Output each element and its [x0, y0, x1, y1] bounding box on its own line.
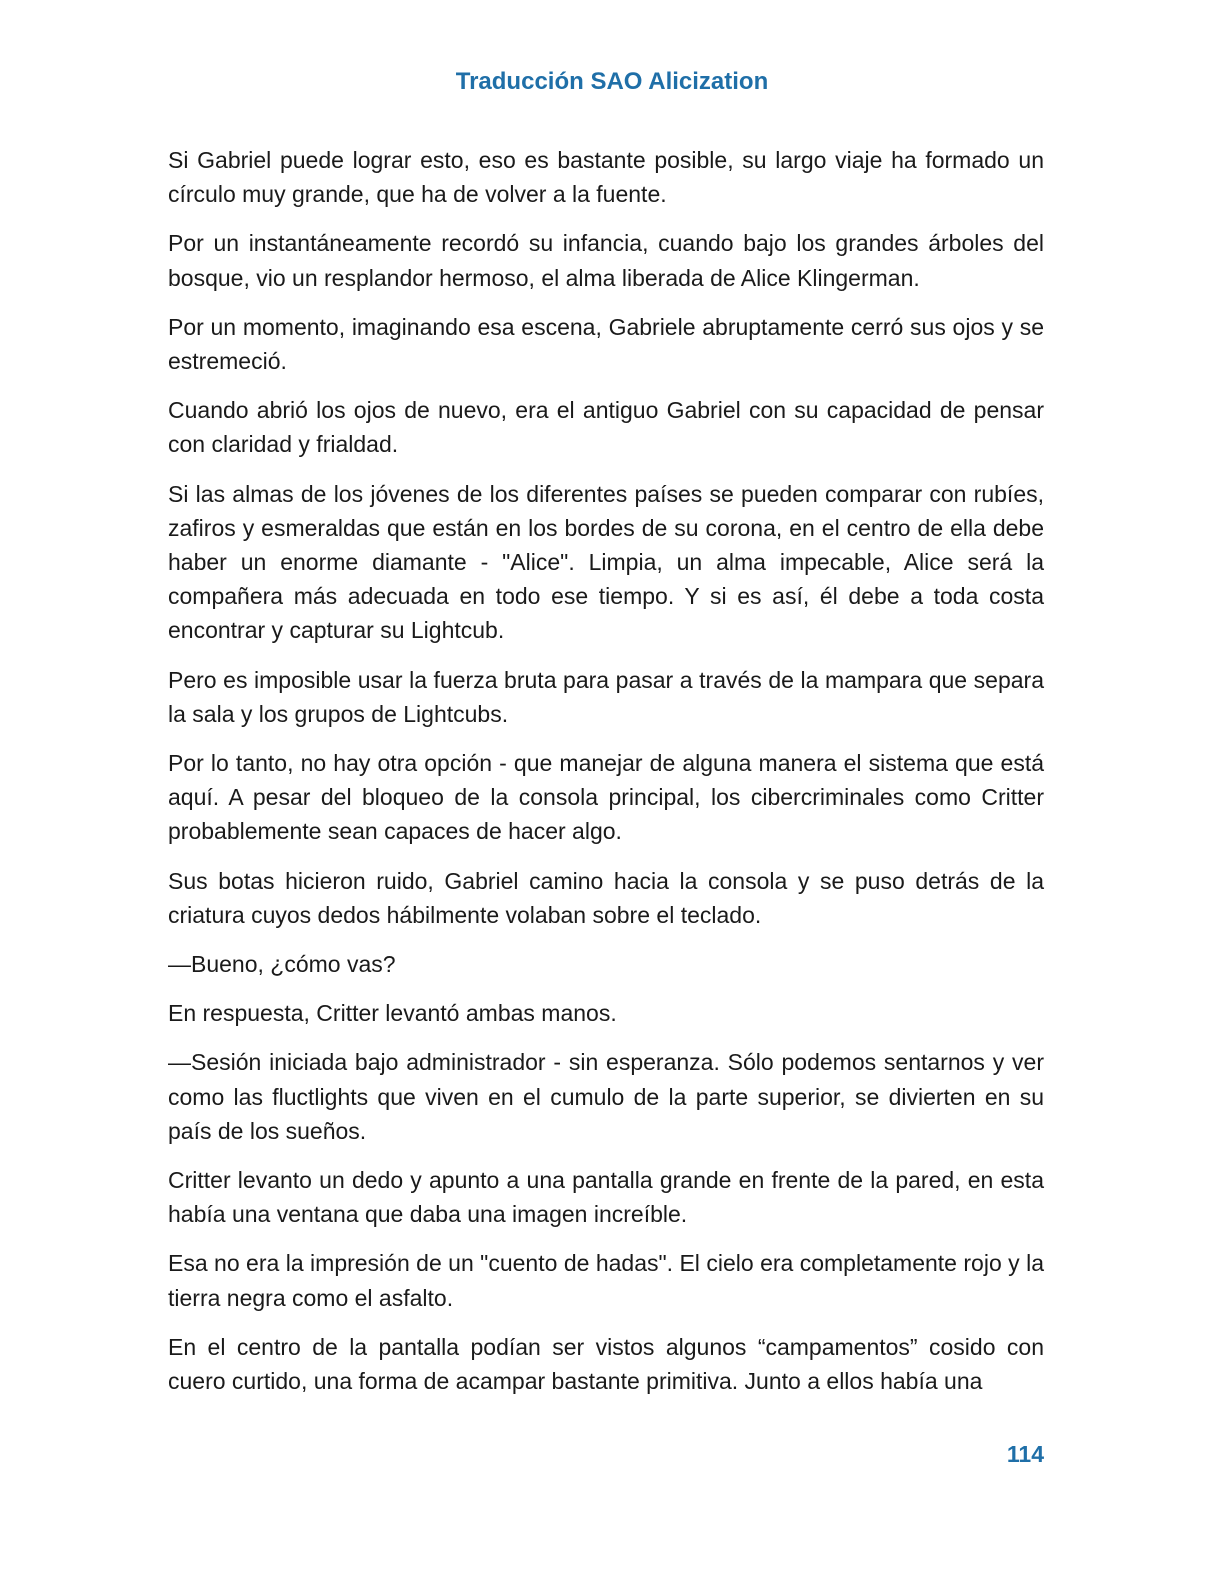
paragraph: Si las almas de los jóvenes de los diferentes países se pueden comparar con rubíes, zafiros y esmeraldas que están en los bordes de su corona, en el centro de ella debe haber un enorme diamante - "Alice". Limpia, un alma impecable, Alice será la compañera más adecuada en todo ese tiempo. Y si es así, él debe a toda costa encontrar y capturar su Lightcub. — [168, 480, 1044, 644]
page-body — [168, 143, 1044, 1413]
dialogue-line: —Sesión iniciada bajo administrador - sin esperanza. Sólo podemos sentarnos y ver como las fluctlights que viven en el cumulo de la parte superior, se divierten en su país de los sueños. — [168, 1049, 1044, 1144]
paragraph: Sus botas hicieron ruido, Gabriel camino hacia la consola y se puso detrás de la criatura cuyos dedos hábilmente volaban sobre el teclado. — [168, 867, 1044, 928]
paragraph: En el centro de la pantalla podían ser vistos algunos “campamentos” cosido con cuero curtido, una forma de acampar bastante primitiva. Junto a ellos había una — [168, 1333, 1044, 1395]
paragraph: Si Gabriel puede lograr esto, eso es bastante posible, su largo viaje ha formado un círculo muy grande, que ha de volver a la fuente. — [168, 147, 1044, 208]
paragraph: Critter levanto un dedo y apunto a una pantalla grande en frente de la pared, en esta había una ventana que daba una imagen increíble. — [168, 1167, 1044, 1228]
paragraph: Por un instantáneamente recordó su infancia, cuando bajo los grandes árboles del bosque, vio un resplandor hermoso, el alma liberada de Alice Klingerman. — [168, 230, 1044, 291]
paragraph: Por un momento, imaginando esa escena, Gabriele abruptamente cerró sus ojos y se estremeció. — [168, 313, 1044, 375]
page-header-title: Traducción SAO Alicization — [455, 68, 769, 95]
paragraph: Pero es imposible usar la fuerza bruta para pasar a través de la mampara que separa la sala y los grupos de Lightcubs. — [168, 666, 1044, 727]
dialogue-line: —Bueno, ¿cómo vas? — [168, 951, 396, 978]
paragraph: Cuando abrió los ojos de nuevo, era el antiguo Gabriel con su capacidad de pensar con claridad y frialdad. — [168, 397, 1044, 458]
paragraph: Por lo tanto, no hay otra opción - que manejar de alguna manera el sistema que está aquí. A pesar del bloqueo de la consola principal, los cibercriminales como Critter probablemente sean capaces de hacer algo. — [168, 750, 1044, 845]
page-number: 114 — [1006, 1441, 1044, 1467]
paragraph: Esa no era la impresión de un "cuento de hadas". El cielo era completamente rojo y la tierra negra como el asfalto. — [168, 1250, 1044, 1311]
paragraph: En respuesta, Critter levantó ambas manos. — [168, 1000, 617, 1027]
